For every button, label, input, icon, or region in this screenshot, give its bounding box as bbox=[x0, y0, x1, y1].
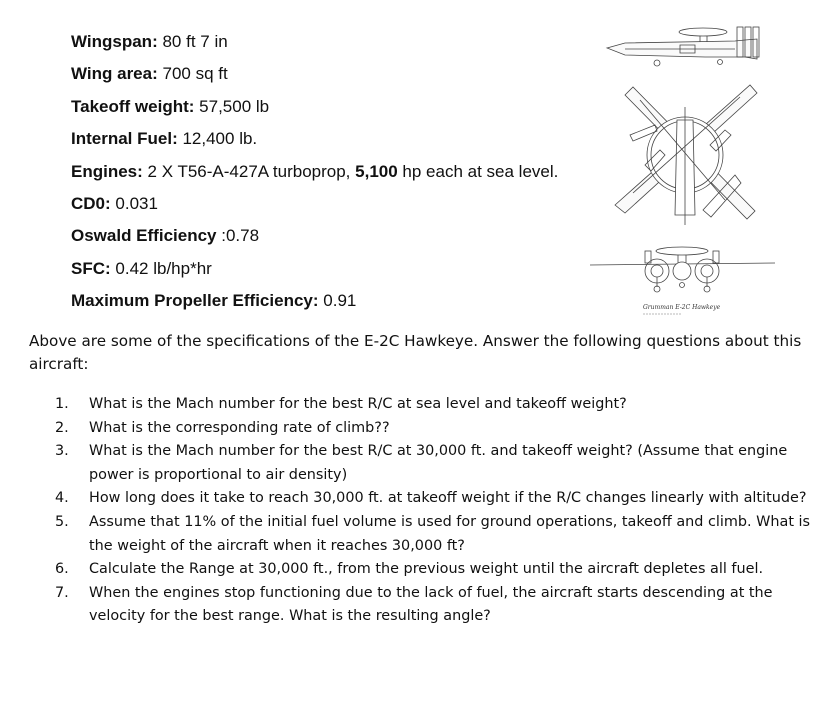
spec-value: hp each at sea level. bbox=[402, 161, 559, 181]
spec-label: CD0: bbox=[71, 193, 111, 213]
spec-label: Wing area: bbox=[71, 64, 158, 84]
question-number: 3. bbox=[55, 443, 69, 460]
question-text: Calculate the Range at 30,000 ft., from the previous weight until the aircraft depletes all fuel. bbox=[89, 561, 764, 578]
intro-paragraph: Above are some of the specifications of the E-2C Hawkeye. Answer the following questions about this aircraft: bbox=[29, 332, 802, 373]
spec-label: Maximum Propeller Efficiency: bbox=[71, 291, 319, 311]
list-item bbox=[55, 440, 815, 487]
question-number: 7. bbox=[55, 584, 69, 601]
spec-engines bbox=[71, 156, 611, 188]
questions-list bbox=[55, 393, 815, 629]
question-text: How long does it take to reach 30,000 ft. at takeoff weight if the R/C changes linearly with altitude? bbox=[89, 490, 807, 507]
spec-label: Internal Fuel: bbox=[71, 129, 178, 149]
spec-value: :0.78 bbox=[221, 226, 260, 246]
spec-value: 0.91 bbox=[323, 291, 357, 311]
spec-label: SFC: bbox=[71, 258, 111, 278]
question-number: 1. bbox=[55, 396, 69, 412]
spec-value: 57,500 lb bbox=[199, 96, 270, 116]
aircraft-plan-view bbox=[615, 85, 757, 225]
spec-wingspan bbox=[71, 26, 611, 58]
question-text: When the engines stop functioning due to the lack of fuel, the aircraft starts descending at the velocity for the best range. What is the resulting angle? bbox=[89, 584, 773, 625]
spec-label: Takeoff weight: bbox=[71, 96, 195, 116]
list-item bbox=[55, 393, 815, 417]
spec-value: 2 X T56-A-427A turboprop, bbox=[147, 161, 351, 181]
list-item bbox=[55, 511, 815, 558]
spec-label: Wingspan: bbox=[71, 32, 158, 51]
spec-cd0 bbox=[71, 188, 611, 220]
question-text: What is the Mach number for the best R/C at sea level and takeoff weight? bbox=[89, 396, 627, 412]
question-text: What is the corresponding rate of climb?? bbox=[89, 419, 390, 436]
list-item bbox=[55, 582, 815, 629]
specifications-list bbox=[71, 26, 611, 318]
spec-label: Engines: bbox=[71, 161, 143, 181]
list-item bbox=[55, 417, 815, 441]
spec-value: 0.42 lb/hp*hr bbox=[115, 258, 212, 278]
question-text: What is the Mach number for the best R/C at 30,000 ft. and takeoff weight? (Assume that engine power is proportional to air density) bbox=[89, 443, 788, 483]
aircraft-side-view bbox=[607, 27, 759, 66]
spec-value: 12,400 lb. bbox=[182, 129, 258, 149]
spec-sfc bbox=[71, 253, 611, 285]
spec-wing-area bbox=[71, 58, 611, 90]
question-number: 4. bbox=[55, 490, 69, 507]
list-item bbox=[55, 487, 815, 511]
spec-oswald-efficiency bbox=[71, 220, 611, 252]
spec-takeoff-weight bbox=[71, 91, 611, 123]
spec-value-bold: 5,100 bbox=[355, 161, 398, 181]
question-number: 2. bbox=[55, 419, 69, 436]
spec-internal-fuel bbox=[71, 123, 611, 155]
question-number: 6. bbox=[55, 561, 69, 578]
spec-value: 80 ft 7 in bbox=[162, 32, 228, 51]
list-item bbox=[55, 558, 815, 582]
aircraft-three-view-drawing bbox=[585, 15, 780, 320]
spec-value: 0.031 bbox=[115, 193, 158, 213]
question-number: 5. bbox=[55, 513, 69, 530]
spec-max-propeller-efficiency bbox=[71, 285, 611, 317]
question-text: Assume that 11% of the initial fuel volume is used for ground operations, takeoff and climb. What is the weight of the aircraft when it reaches 30,000 ft? bbox=[89, 513, 811, 554]
aircraft-front-view bbox=[590, 247, 775, 292]
spec-value: 700 sq ft bbox=[162, 64, 228, 84]
drawing-caption: Grumman E-2C Hawkeye bbox=[643, 304, 721, 311]
spec-label: Oswald Efficiency bbox=[71, 226, 217, 246]
